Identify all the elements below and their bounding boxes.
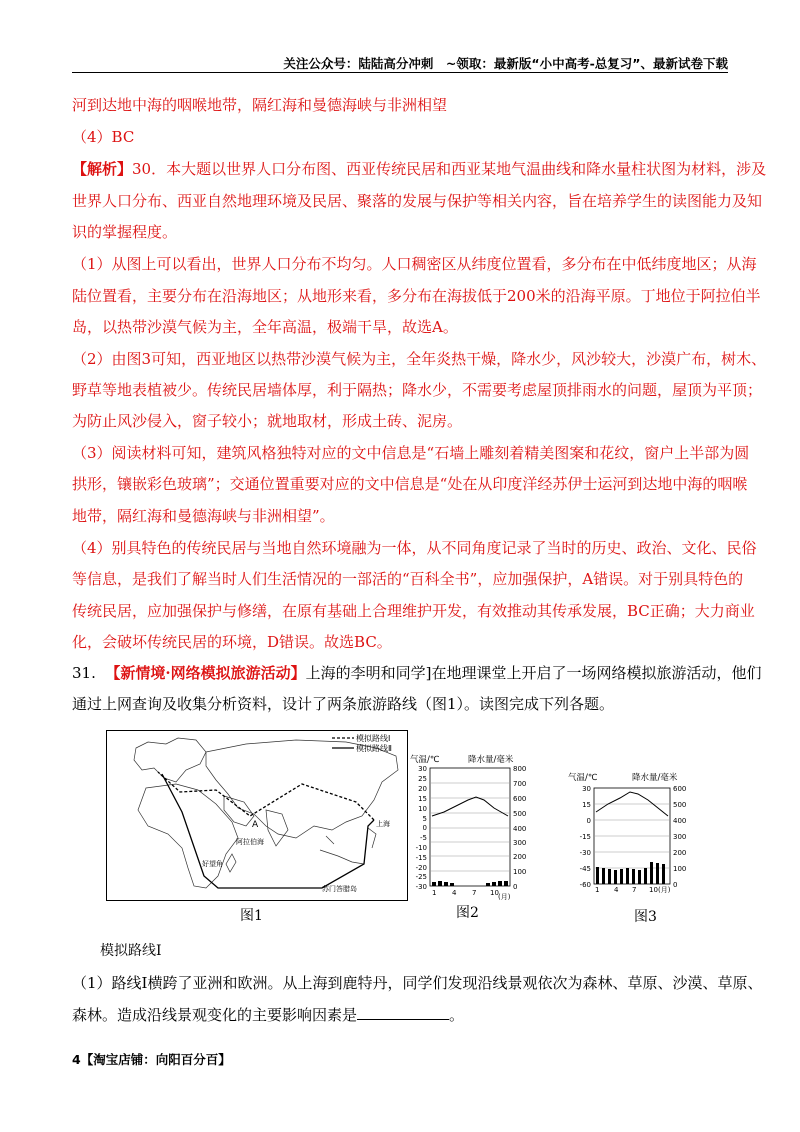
figure-1-caption: 图1: [240, 908, 263, 924]
climate-chart-3: [564, 770, 704, 902]
fig2-left-tick: 20: [418, 785, 427, 793]
body-line: （1）从图上可以看出，世界人口分布不均匀。人口稠密区从纬度位置看，多分布在中低纬度地区；从海: [72, 255, 757, 273]
fig2-x-tick: 1: [432, 889, 437, 897]
fig2-left-tick: -15: [415, 854, 427, 862]
body-line: 地带，隔红海和曼德海峡与非洲相望”。: [72, 507, 335, 525]
fig3-right-tick: 100: [673, 865, 687, 873]
label-shanghai: 上海: [376, 820, 390, 828]
fig2-right-tick: 400: [513, 825, 527, 833]
question-number: 31.: [72, 664, 96, 682]
fig2-left-tick: -10: [415, 844, 427, 852]
fig2-right-tick: 0: [513, 883, 518, 891]
body-line: 为防止风沙侵入，窗子较小；就地取材，形成土砖、泥房。: [72, 412, 463, 430]
fig2-temp-label: 气温/℃: [410, 755, 440, 765]
fig3-x-tick: 10: [649, 886, 658, 894]
body-line: 野草等地表植被少。传统民居墙体厚，利于隔热；降水少，不需要考虑屋顶排雨水的问题，屋顶为平顶；: [72, 381, 763, 399]
fig2-x-tick: 4: [452, 889, 457, 897]
question-31-line2: 通过上网查询及收集分析资料，设计了两条旅游路线（图1）。读图完成下列各题。: [72, 695, 615, 713]
fig3-left-tick: 30: [582, 785, 591, 793]
fig2-x-tick: 7: [472, 889, 477, 897]
fig2-right-tick: 200: [513, 853, 527, 861]
fig2-left-tick: 0: [422, 824, 427, 832]
question-tag: 【新情境·网络模拟旅游活动】: [105, 664, 306, 682]
analysis-bracket: 【解析】: [72, 160, 133, 178]
fig2-left-tick: -5: [420, 834, 427, 842]
body-line: 识的掌握程度。: [72, 223, 178, 241]
fig3-right-tick: 300: [673, 833, 687, 841]
fig3-right-tick: 600: [673, 785, 687, 793]
fig2-left-tick: 15: [418, 795, 427, 803]
fig3-right-tick: 500: [673, 801, 687, 809]
fig2-left-tick: 25: [418, 775, 427, 783]
fig3-left-tick: -30: [579, 849, 591, 857]
fig2-x-tick: 10: [490, 889, 499, 897]
question-text: 上海的李明和同学]在地理课堂上开启了一场网络模拟旅游活动，他们: [305, 664, 762, 682]
legend-route-2: 模拟路线Ⅱ: [356, 744, 392, 753]
body-line: 传统民居，应加强保护与修缮，在原有基础上合理维护开发，有效推动其传承发展，BC正确；大力商业: [72, 602, 755, 620]
body-line: 世界人口分布、西亚自然地理环境及民居、聚落的发展与保护等相关内容，旨在培养学生的读图能力及知: [72, 192, 763, 210]
fig3-x-tick: 7: [632, 886, 637, 894]
body-line: （4）BC: [72, 128, 135, 146]
body-line: 河到达地中海的咽喉地带，隔红海和曼德海峡与非洲相望: [72, 96, 448, 114]
subquestion-1-text: 森林。造成沿线景观变化的主要影响因素是: [72, 1006, 358, 1024]
legend-route-1: 模拟路线Ⅰ: [356, 734, 391, 743]
fig3-left-tick: -15: [579, 833, 591, 841]
fig3-right-tick: 400: [673, 817, 687, 825]
fig2-left-tick: 10: [418, 805, 427, 813]
fig2-left-tick: -30: [415, 883, 427, 891]
label-sumatra: 苏门答腊岛: [322, 885, 357, 893]
route-label: 模拟路线Ⅰ: [100, 943, 162, 959]
fig3-temp-label: 气温/℃: [568, 773, 598, 783]
body-line: （2）由图3可知，西亚地区以热带沙漠气候为主，全年炎热干燥，降水少，风沙较大，沙漠广布，树木、: [72, 350, 767, 368]
fig2-left-tick: 5: [422, 815, 427, 823]
fig2-precip-label: 降水量/毫米: [468, 755, 514, 765]
body-line: 拱形，镶嵌彩色玻璃”；交通位置重要对应的文中信息是“处在从印度洋经苏伊士运河到达地中海的咽喉: [72, 475, 748, 493]
analysis-line: [72, 158, 767, 180]
fig2-left-tick: -25: [415, 873, 427, 881]
figure-2-caption: 图2: [456, 905, 479, 921]
fig2-right-tick: 700: [513, 780, 527, 788]
fig3-left-tick: -45: [579, 865, 591, 873]
fig2-right-tick: 500: [513, 810, 527, 818]
label-arabian-sea: 阿拉伯海: [236, 838, 264, 846]
analysis-text: 30．本大题以世界人口分布图、西亚传统民居和西亚某地气温曲线和降水量柱状图为材料，涉及: [132, 160, 767, 178]
page-header: 关注公众号：陆陆高分冲刺 ~领取：最新版“小中高考-总复习”、最新试卷下载: [283, 56, 728, 71]
body-line: 岛，以热带沙漠气候为主，全年高温，极端干旱，故选A。: [72, 318, 458, 336]
fig3-x-tick: 4: [614, 886, 619, 894]
figure-3-caption: 图3: [634, 909, 657, 925]
climate-chart-2: [408, 752, 528, 900]
label-good-hope: 好望角: [202, 860, 223, 868]
fig3-left-tick: 15: [582, 801, 591, 809]
body-line: （3）阅读材料可知，建筑风格独特对应的文中信息是“石墙上雕刻着精美图案和花纹，窗户上半部为圆: [72, 444, 750, 462]
body-line: 陆位置看，主要分布在沿海地区；从地形来看，多分布在海拔低于200米的沿海平原。丁地位于阿拉伯半: [72, 287, 761, 305]
subquestion-1-line1: （1）路线Ⅰ横跨了亚洲和欧洲。从上海到鹿特丹，同学们发现沿线景观依次为森林、草原、沙漠、草原、: [72, 974, 763, 992]
route-map: [106, 730, 408, 901]
fig2-x-unit: (月): [498, 893, 511, 900]
fig2-precip-bars: [432, 881, 508, 886]
body-line: （4）别具特色的传统民居与当地自然环境融为一体，从不同角度记录了当时的历史、政治、文化、民俗: [72, 539, 757, 557]
fig3-left-tick: -60: [579, 881, 591, 889]
fig3-left-tick: 0: [586, 817, 591, 825]
fig2-right-tick: 100: [513, 868, 527, 876]
fig3-right-tick: 0: [673, 881, 678, 889]
body-line: 化，会破坏传统民居的环境，D错误。故选BC。: [72, 633, 392, 651]
fig2-right-tick: 800: [513, 765, 527, 773]
fig3-x-tick: 1: [595, 886, 600, 894]
body-line: 等信息，是我们了解当时人们生活情况的一部活的“百科全书”，应加强保护，A错误。对于别具特色的: [72, 570, 744, 588]
subquestion-1-line2: 森林。造成沿线景观变化的主要影响因素是 。: [72, 1006, 465, 1024]
page-footer: 4【淘宝店铺：向阳百分百】: [72, 1052, 231, 1067]
fig3-x-unit: (月): [658, 886, 671, 894]
fig3-right-tick: 200: [673, 849, 687, 857]
label-a: A: [252, 820, 259, 830]
fig2-right-tick: 600: [513, 795, 527, 803]
fig3-precip-label: 降水量/毫米: [632, 773, 678, 783]
answer-blank[interactable]: [357, 1005, 449, 1020]
fig2-right-tick: 300: [513, 839, 527, 847]
fig3-precip-bars: [596, 862, 665, 884]
header-rule: [72, 72, 728, 73]
fig2-left-tick: 30: [418, 765, 427, 773]
fig2-left-tick: -20: [415, 864, 427, 872]
question-31-line1: [72, 662, 762, 684]
